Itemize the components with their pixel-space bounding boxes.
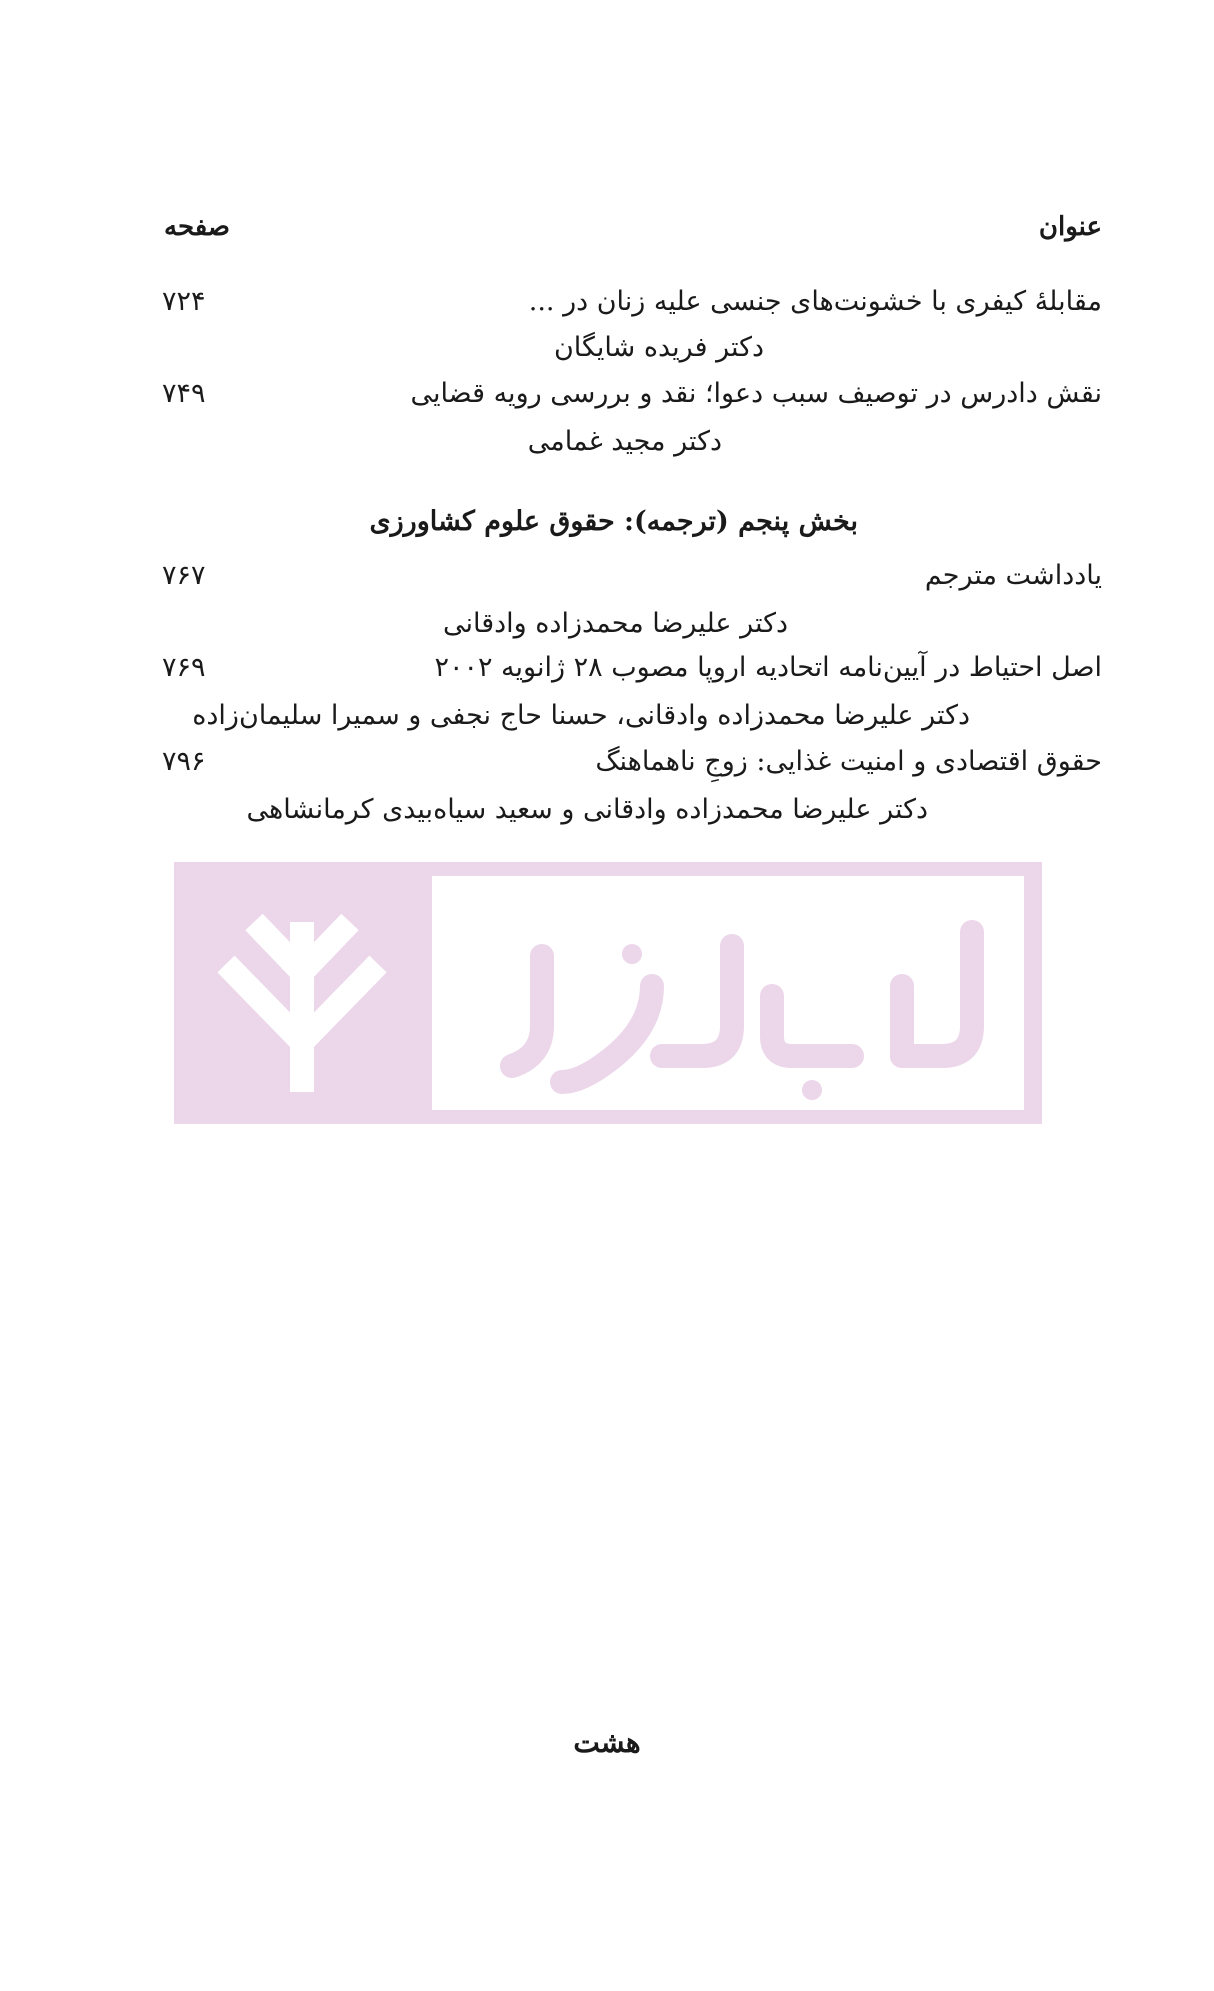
toc-entry-author: دکتر علیرضا محمدزاده وادقانی، حسنا حاج نجفی و سمیرا سلیمان‌زاده [192,700,970,731]
toc-entry-page: ۷۶۹ [162,652,206,683]
toc-entry[interactable] [162,554,1102,598]
toc-entry[interactable] [162,740,1102,784]
toc-entry-page: ۷۲۴ [162,286,206,317]
toc-entry-title: اصل احتیاط در آیین‌نامه اتحادیه اروپا مصوب ۲۸ ژانویه ۲۰۰۲ [434,652,1102,683]
toc-entry-page: ۷۹۶ [162,746,206,777]
toc-entry-page: ۷۶۷ [162,560,206,591]
toc-entry[interactable] [162,280,1102,324]
toc-entry[interactable] [162,372,1102,416]
toc-entry-author: دکتر علیرضا محمدزاده وادقانی و سعید سیاه‌بیدی کرمانشاهی [246,794,928,825]
toc-entry-title: نقش دادرس در توصیف سبب دعوا؛ نقد و بررسی رویه قضایی [410,378,1102,409]
toc-entry-author: دکتر علیرضا محمدزاده وادقانی [442,608,788,639]
toc-entry-title: یادداشت مترجم [924,560,1102,591]
toc-entry-author: دکتر مجید غمامی [527,426,722,457]
watermark-wordmark-icon [432,876,1024,1110]
page-number: هشت [573,1726,641,1759]
watermark-text-box [432,876,1024,1110]
toc-entry-page: ۷۴۹ [162,378,206,409]
section-heading: بخش پنجم (ترجمه): حقوق علوم کشاورزی [369,506,858,537]
watermark-logo [174,862,1042,1124]
toc-entry-title: مقابلۀ کیفری با خشونت‌های جنسی علیه زنان در ... [528,286,1102,317]
title-column-header: عنوان [1038,212,1102,242]
tree-icon [174,862,432,1124]
toc-entry-title: حقوق اقتصادی و امنیت غذایی: زوجِ ناهماهنگ [595,746,1102,777]
page-column-header: صفحه [164,212,230,242]
toc-entry-author: دکتر فریده شایگان [553,332,764,363]
toc-entry[interactable] [162,646,1102,690]
